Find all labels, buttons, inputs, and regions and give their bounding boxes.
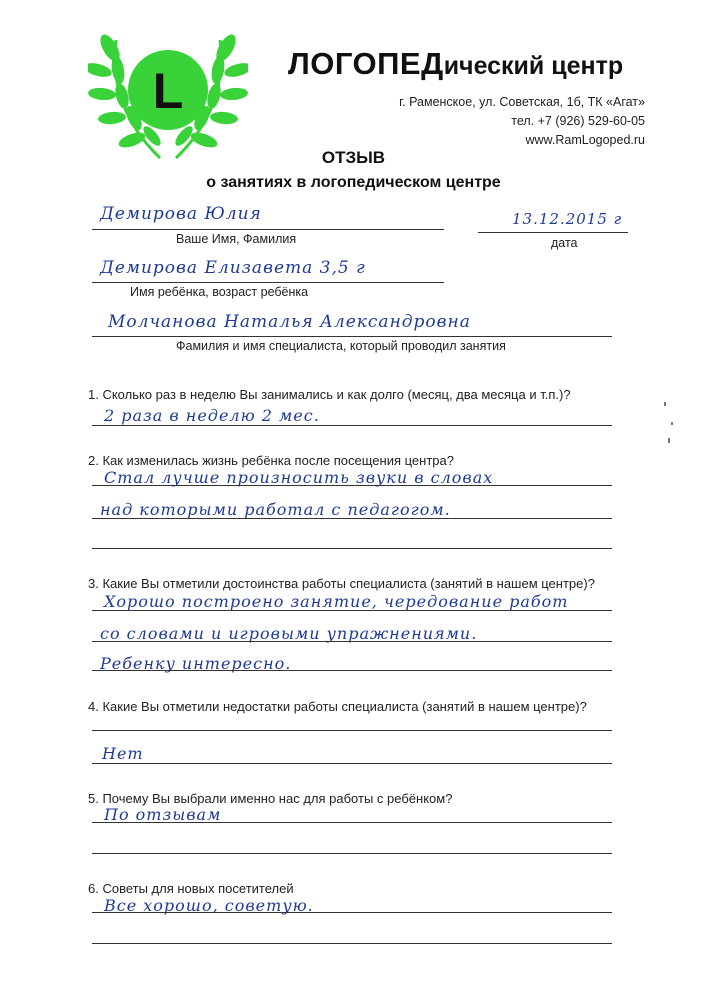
- answer-line: [92, 641, 612, 642]
- logo-letter: L: [152, 63, 184, 119]
- question-5: 5. Почему Вы выбрали именно нас для работы с ребёнком?: [88, 791, 453, 806]
- answer-2-line-1: Стал лучше произносить звуки в словах: [104, 468, 494, 487]
- answer-line: [92, 730, 612, 731]
- answer-line: [92, 912, 612, 913]
- specialist-value: Молчанова Наталья Александровна: [108, 312, 471, 332]
- date-caption: дата: [551, 236, 578, 250]
- child-caption: Имя ребёнка, возраст ребёнка: [130, 285, 309, 299]
- answer-line: [92, 943, 612, 944]
- specialist-caption: Фамилия и имя специалиста, который проводил занятия: [176, 339, 506, 353]
- answer-5-line-1: По отзывам: [104, 805, 222, 824]
- answer-line: [92, 853, 612, 854]
- answer-line: [92, 670, 612, 671]
- question-2: 2. Как изменилась жизнь ребёнка после посещения центра?: [88, 453, 454, 468]
- answer-1-line-1: 2 раза в неделю 2 мес.: [104, 406, 320, 425]
- form-subtitle: о занятиях в логопедическом центре: [206, 174, 501, 191]
- answer-4-line-2: Нет: [102, 744, 144, 763]
- answer-3-line-3: Ребенку интересно.: [100, 654, 292, 673]
- answer-line: [92, 548, 612, 549]
- answer-2-line-2: над которыми работал с педагогом.: [100, 500, 451, 519]
- child-line: [92, 282, 444, 283]
- answer-line: [92, 425, 612, 426]
- answer-line: [92, 518, 612, 519]
- question-6: 6. Советы для новых посетителей: [88, 881, 294, 896]
- scan-mark: [668, 438, 670, 443]
- phone: тел. +7 (926) 529-60-05: [511, 114, 645, 128]
- date-value: 13.12.2015 г: [512, 210, 623, 228]
- website: www.RamLogoped.ru: [525, 133, 645, 147]
- question-3: 3. Какие Вы отметили достоинства работы специалиста (занятий в нашем центре)?: [88, 576, 595, 591]
- answer-3-line-1: Хорошо построено занятие, чередование работ: [104, 592, 569, 611]
- answer-line: [92, 822, 612, 823]
- answer-3-line-2: со словами и игровыми упражнениями.: [100, 624, 478, 643]
- brand-name-bold: ЛОГОПЕД: [288, 46, 444, 81]
- brand-name: [288, 46, 623, 82]
- laurel-logo: [88, 18, 248, 168]
- question-4: 4. Какие Вы отметили недостатки работы специалиста (занятий в нашем центре)?: [88, 699, 587, 714]
- laurel-wreath-icon: [88, 18, 248, 168]
- question-1: 1. Сколько раз в неделю Вы занимались и как долго (месяц, два месяца и т.п.)?: [88, 387, 571, 402]
- answer-line: [92, 610, 612, 611]
- brand-name-rest: ический центр: [443, 52, 624, 80]
- address: г. Раменское, ул. Советская, 1б, ТК «Агат»: [399, 95, 645, 109]
- scan-mark: [664, 402, 666, 406]
- scan-mark: [671, 422, 673, 425]
- answer-line: [92, 763, 612, 764]
- date-line: [478, 232, 628, 233]
- answer-6-line-1: Все хорошо, советую.: [104, 896, 314, 915]
- name-value: Демирова Юлия: [100, 204, 262, 224]
- child-value: Демирова Елизавета 3,5 г: [100, 258, 366, 278]
- form-title: ОТЗЫВ: [321, 148, 386, 167]
- specialist-line: [92, 336, 612, 337]
- name-line: [92, 229, 444, 230]
- name-caption: Ваше Имя, Фамилия: [176, 232, 297, 246]
- answer-line: [92, 485, 612, 486]
